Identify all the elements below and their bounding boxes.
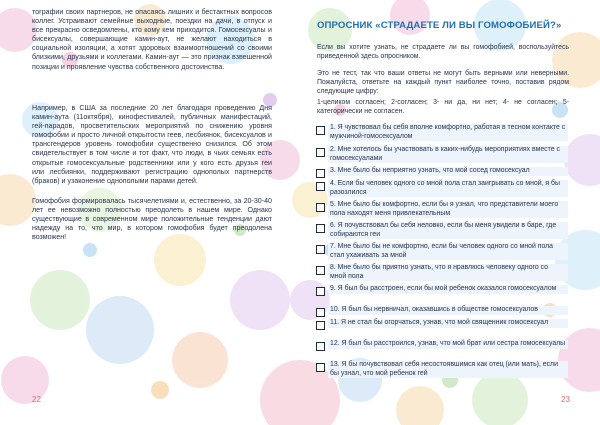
intro-paragraph: Это не тест, так что ваши ответы не могут быть верными или неверными. Пожалуйста, ответьте на каждый пункт наиболее точно, поставив рядом следующие цифру: [317, 70, 569, 95]
item-text: 11. Я не стал бы огорчаться, узнав, что мой священник гомосексуал [328, 319, 568, 328]
page-number: 22 [32, 395, 41, 404]
item-text: 13. Я бы почувствовал себя несостоявшимся как отец (или мать), если бы узнал, что мой ребенок гей [328, 361, 568, 378]
item-text: 12. Я был бы расстроился, узнав, что мой брат или сестра гомосексуалы [328, 340, 568, 349]
intro-paragraph: Если вы хотите узнать, не страдаете ли вы гомофобией, воспользуйтесь приведенной здесь опросником. [317, 44, 569, 60]
item-text: 10. Я был бы нервничал, оказавшись в обществе гомосексуалов [328, 306, 568, 315]
item-text: 2. Мне хотелось бы участвовать в каких-нибудь мероприятиях вместе с гомосексуалами [328, 146, 568, 163]
item-text: 8. Мне было бы приятно узнать, что я нравлюсь человеку одного со мной пола [328, 264, 568, 281]
questionnaire-title: ОПРОСНИК «СТРАДАЕТЕ ЛИ ВЫ ГОМОФОБИЕЙ?» [317, 20, 562, 31]
answer-checkbox[interactable] [316, 342, 325, 351]
right-page [300, 0, 600, 425]
answer-checkbox[interactable] [316, 287, 325, 296]
answer-checkbox[interactable] [316, 363, 325, 372]
item-text: 1. Я чувствовал бы себя вполне комфортно, работая в тесном контакте с мужчиной-гомосексуалом [328, 124, 568, 141]
page-number: 23 [561, 395, 570, 404]
answer-checkbox[interactable] [316, 224, 325, 233]
item-text: 6. Я почувствовал бы себя неловко, если бы меня увидели в баре, где собираются геи [328, 222, 568, 239]
item-text: 7. Мне было бы не комфортно, если бы человек одного со мной пола стал ухаживать за мной [328, 243, 568, 260]
body-paragraph: Например, в США за последние 20 лет благодаря проведению Дня камин-аута (11октября), кинофестивалей, публичных манифестаций, гей-парадов, просветительских мероприятий по снижению уровня гомофобии и просто личной открытости геев, лесбиянок, бисексуалов и трансгендеров уровень гомофобии существенно снизился. Об этом свидетельствует в том числе и тот факт, что люди, в чьих семьях есть открытые гомосексуальные родственники или у кого есть друзья геи или лесбиянки, поддерживают регистрацию однополых партнерств (браков) и узаконение однополыми парами детей. [32, 104, 272, 185]
item-text: 3. Мне было бы неприятно узнать, что мой сосед гомосексуал [328, 167, 568, 176]
item-text: 4. Если бы человек одного со мной пола стал заигрывать со мной, я бы разозлился [328, 180, 568, 197]
item-text: 5. Мне было бы комфортно, если бы я узнал, что представители моего пола находят меня привлекательным [328, 201, 568, 218]
answer-checkbox[interactable] [316, 203, 325, 212]
answer-checkbox[interactable] [316, 169, 325, 178]
body-paragraph: Гомофобия формировалась тысячелетиями и, естественно, за 20-30-40 лет ее невозможно полностью преодолеть в нашем мире. Однако существующие в современном мире положительные тенденции дают надежду на то, что мир, в котором гомофобия будет преодолена возможен! [32, 197, 272, 242]
answer-checkbox[interactable] [316, 266, 325, 275]
answer-checkbox[interactable] [316, 148, 325, 157]
answer-checkbox[interactable] [316, 126, 325, 135]
rating-scale-legend: 1-целиком согласен; 2-согласен; 3- ни да, ни нет; 4- не согласен; 5-категорически не согласен. [317, 99, 569, 115]
item-text: 9. Я был бы расстроен, если бы мой ребенок оказался гомосексуалом [328, 285, 568, 294]
answer-checkbox[interactable] [316, 308, 325, 317]
body-paragraph: тографии своих партнеров, не опасаясь лишних и бестактных вопросов коллег. Устраивают семейные выходные, поездки на дачи, в отпуск и все прекрасно осведомлены, кто кому кем приходится. Гомосексуалы и бисексуалы, совершающие камин-аут, не желают находиться в социальной изоляции, а хотят здоровых взаимоотношений со своими близкими, друзьями и коллегами. Камин-аут — это признак взвешенной позиции и проявление чувства собственного достоинства. [32, 8, 272, 71]
answer-checkbox[interactable] [316, 182, 325, 191]
answer-checkbox[interactable] [316, 245, 325, 254]
answer-checkbox[interactable] [316, 321, 325, 330]
